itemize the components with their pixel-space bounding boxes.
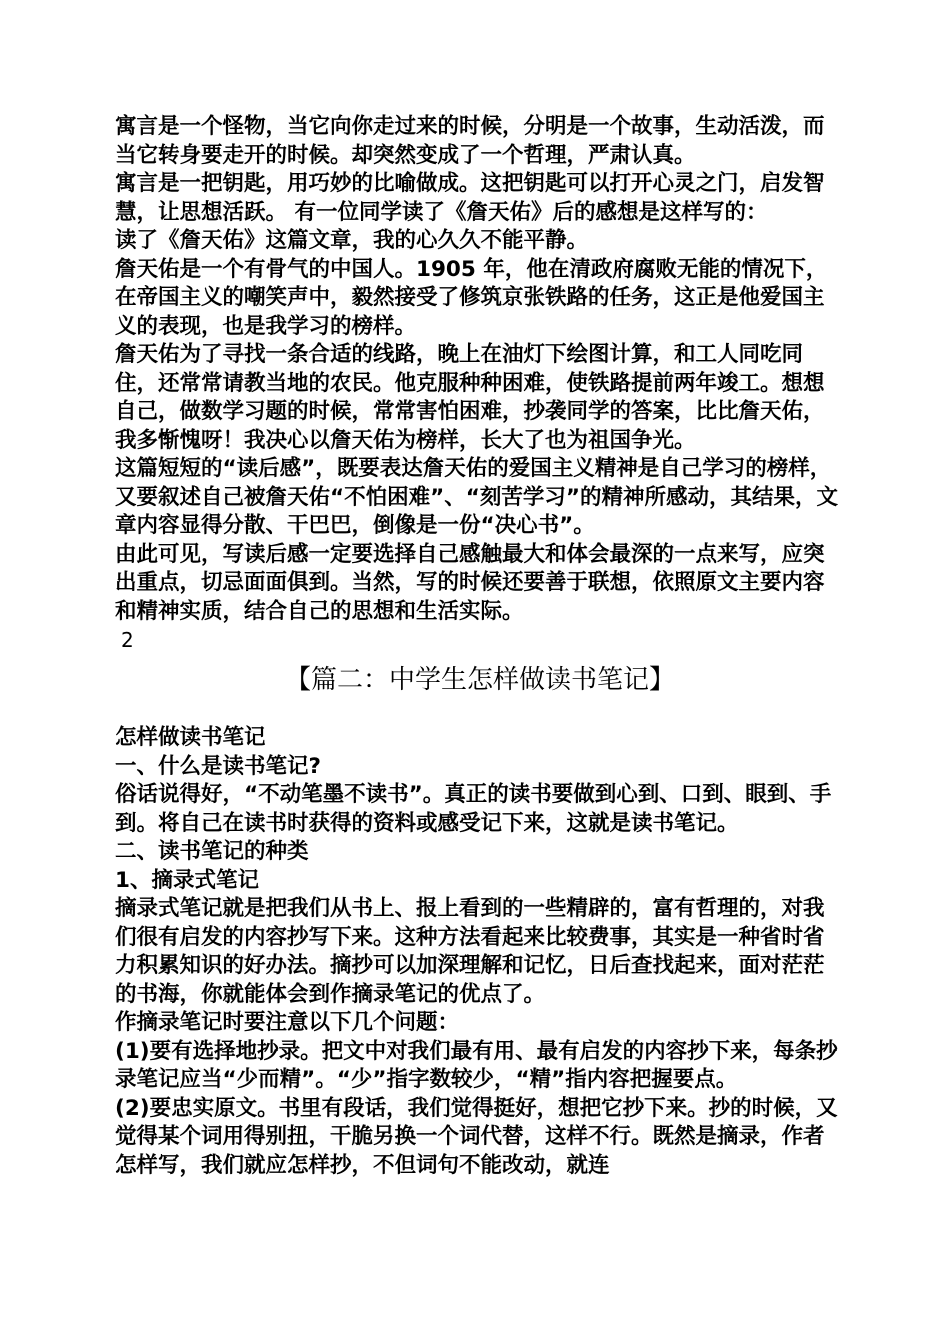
section-2 — [115, 724, 845, 1180]
paragraph: 摘录式笔记就是把我们从书上、报上看到的一些精辟的，富有哲理的，对我们很有启发的内容抄写下来。这种方法看起来比较费事，其实是一种省时省力积累知识的好办法。摘抄可以加深理解和记忆，日后查找起来，面对茫茫的书海，你就能体会到作摘录笔记的优点了。 — [115, 896, 825, 1007]
paragraph: 读了《詹天佑》这篇文章，我的心久久不能平静。 — [115, 228, 589, 253]
subheading: 一、什么是读书笔记? — [115, 753, 321, 779]
paragraph: (2)要忠实原文。书里有段话，我们觉得挺好，想把它抄下来。抄的时候，又觉得某个词用得别扭，干脆另换一个词代替，这样不行。既然是摘录，作者怎样写，我们就应怎样抄，不但词句不能改动，就连 — [115, 1095, 838, 1178]
paragraph: (1)要有选择地抄录。把文中对我们最有用、最有启发的内容抄下来，每条抄录笔记应当“少而精”。“少”指字数较少，“精”指内容把握要点。 — [115, 1038, 838, 1092]
paragraph: 俗话说得好，“不动笔墨不读书”。真正的读书要做到心到、口到、眼到、手到。将自己在读书时获得的资料或感受记下来，这就是读书笔记。 — [115, 782, 832, 836]
subheading: 怎样做读书笔记 — [115, 725, 266, 750]
section-title: 【篇二：中学生怎样做读书笔记】 — [284, 665, 675, 695]
section-1 — [115, 113, 845, 654]
page-number: 2 — [121, 628, 134, 652]
paragraph: 这篇短短的“读后感”，既要表达詹天佑的爱国主义精神是自己学习的榜样，又要叙述自己被詹天佑“不怕困难”、“刻苦学习”的精神所感动，其结果，文章内容显得分散、干巴巴，倒像是一份“决心书”。 — [115, 456, 839, 538]
subheading: 1、摘录式笔记 — [115, 867, 259, 893]
subheading: 二、读书笔记的种类 — [115, 839, 309, 864]
paragraph: 寓言是一个怪物，当它向你走过来的时候，分明是一个故事，生动活泼，而当它转身要走开的时候。却突然变成了一个哲理，严肃认真。 — [115, 114, 825, 168]
paragraph: 詹天佑是一个有骨气的中国人。1905 年，他在清政府腐败无能的情况下，在帝国主义的嘲笑声中，毅然接受了修筑京张铁路的任务，这正是他爱国主义的表现，也是我学习的榜样。 — [115, 256, 828, 339]
paragraph: 作摘录笔记时要注意以下几个问题： — [115, 1010, 460, 1035]
document-page — [115, 113, 845, 1180]
paragraph: 由此可见，写读后感一定要选择自己感触最大和体会最深的一点来写，应突出重点，切忌面面俱到。当然，写的时候还要善于联想，依照原文主要内容和精神实质，结合自己的思想和生活实际。 — [115, 541, 825, 624]
paragraph: 詹天佑为了寻找一条合适的线路，晚上在油灯下绘图计算，和工人同吃同住，还常常请教当地的农民。他克服种种困难，使铁路提前两年竣工。想想自己，做数学习题的时候，常常害怕困难，抄袭同学的答案，比比詹天佑，我多惭愧呀！我决心以詹天佑为榜样，长大了也为祖国争光。 — [115, 342, 825, 453]
paragraph: 寓言是一把钥匙，用巧妙的比喻做成。这把钥匙可以打开心灵之门，启发智慧，让思想活跃。 有一位同学读了《詹天佑》后的感想是这样写的： — [115, 171, 825, 225]
